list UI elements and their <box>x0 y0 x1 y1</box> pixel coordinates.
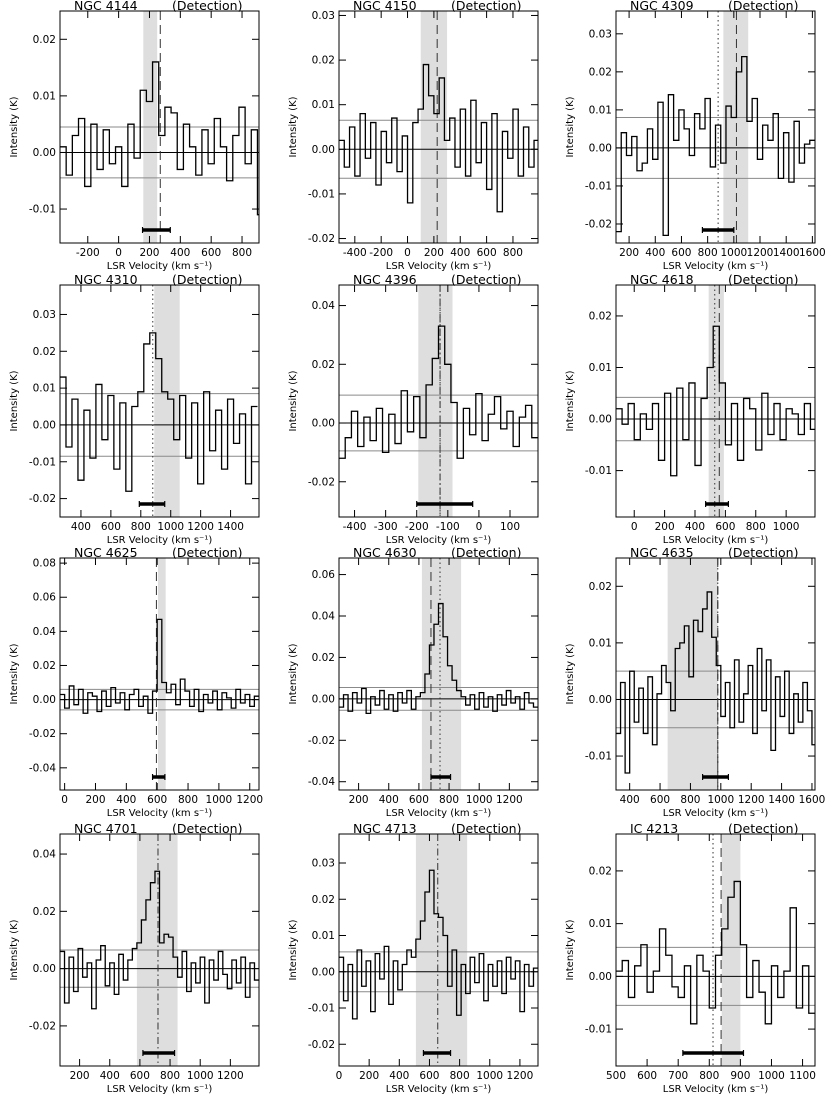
spectrum-panel <box>565 821 816 1095</box>
plot-area <box>616 558 817 790</box>
panel-title: NGC 4144 <box>74 0 138 13</box>
y-tick-label: -0.02 <box>28 728 56 741</box>
spectrum-panel <box>288 272 538 546</box>
x-tick-label: 200 <box>359 1070 380 1082</box>
spectrum-panel <box>9 545 263 819</box>
panel-status: (Detection) <box>728 545 799 560</box>
y-tick-label: -0.02 <box>307 734 335 747</box>
x-axis-label: LSR Velocity (km s⁻¹) <box>106 1084 213 1095</box>
panel-title: NGC 4396 <box>353 272 417 287</box>
x-tick-label: 400 <box>450 247 471 259</box>
y-tick-label: -0.01 <box>584 1023 612 1036</box>
x-tick-label: -200 <box>404 521 429 533</box>
x-tick-label: 800 <box>160 1070 181 1082</box>
y-axis-label: Intensity (K) <box>288 370 299 432</box>
x-tick-label: 100 <box>499 521 521 533</box>
plot-area <box>339 285 538 517</box>
spectrum-line <box>616 881 815 1023</box>
x-tick-label: 800 <box>680 794 701 806</box>
y-tick-label: 0.01 <box>588 361 612 374</box>
y-axis-label: Intensity (K) <box>565 96 576 158</box>
panel-title: NGC 4630 <box>353 545 417 560</box>
y-tick-label: 0.03 <box>311 9 335 22</box>
x-tick-label: 600 <box>671 247 692 259</box>
panel-title: NGC 4309 <box>630 0 694 13</box>
plot-area <box>60 11 264 243</box>
y-axis-label: Intensity (K) <box>9 919 20 981</box>
y-tick-label: -0.02 <box>307 1038 335 1051</box>
spectrum-panel <box>288 0 539 272</box>
y-tick-label: 0.01 <box>588 637 612 650</box>
plot-area <box>339 558 538 790</box>
spectrum-line <box>60 62 264 215</box>
x-tick-label: 800 <box>232 247 253 259</box>
y-tick-label: -0.01 <box>28 456 56 469</box>
line-width-band <box>709 285 724 517</box>
plot-area <box>616 11 815 243</box>
panel-status: (Detection) <box>172 545 243 560</box>
x-tick-label: 600 <box>715 521 736 533</box>
y-tick-label: 0.01 <box>311 930 335 942</box>
x-tick-label: 200 <box>423 247 444 259</box>
y-axis-label: Intensity (K) <box>9 96 20 158</box>
x-axis-label: LSR Velocity (km s⁻¹) <box>662 261 769 272</box>
y-tick-label: 0.00 <box>311 966 335 979</box>
y-axis-label: Intensity (K) <box>565 643 576 705</box>
panel-title: NGC 4713 <box>353 821 417 836</box>
y-axis-label: Intensity (K) <box>288 919 299 981</box>
panel-title: NGC 4310 <box>74 272 138 287</box>
x-axis-label: LSR Velocity (km s⁻¹) <box>662 808 769 819</box>
y-tick-label: 0.02 <box>311 893 335 906</box>
panel-title: NGC 4635 <box>630 545 694 560</box>
y-tick-label: 0.01 <box>588 918 612 931</box>
x-tick-label: 1200 <box>236 794 264 806</box>
y-tick-label: 0.02 <box>588 865 612 878</box>
y-tick-label: 0.01 <box>588 104 612 117</box>
x-tick-label: 1200 <box>746 247 774 259</box>
spectrum-panel <box>288 821 538 1095</box>
panel-status: (Detection) <box>728 821 799 836</box>
x-tick-label: 400 <box>378 794 399 806</box>
y-tick-label: 0.00 <box>588 142 612 155</box>
y-tick-label: 0.04 <box>32 848 56 861</box>
x-tick-label: 600 <box>201 247 222 259</box>
y-tick-label: -0.04 <box>307 776 335 789</box>
x-axis-label: LSR Velocity (km s⁻¹) <box>106 261 213 272</box>
y-tick-label: -0.01 <box>307 188 335 201</box>
x-tick-label: 800 <box>745 521 766 533</box>
x-tick-label: 1000 <box>707 794 735 806</box>
y-tick-label: 0.00 <box>32 963 56 976</box>
panel-title: NGC 4618 <box>630 272 694 287</box>
y-tick-label: 0.04 <box>311 610 335 623</box>
y-tick-label: 0.03 <box>311 857 335 870</box>
x-axis-label: LSR Velocity (km s⁻¹) <box>385 535 492 546</box>
x-tick-label: 600 <box>419 1070 440 1082</box>
x-tick-label: 1000 <box>720 247 748 259</box>
y-tick-label: 0.02 <box>588 310 612 323</box>
y-tick-label: 0.04 <box>32 625 56 638</box>
x-tick-label: 0 <box>404 247 411 259</box>
line-width-band <box>154 285 179 517</box>
y-tick-label: 0.00 <box>311 143 335 156</box>
y-tick-label: 0.01 <box>311 99 335 112</box>
x-tick-label: 800 <box>697 247 718 259</box>
x-tick-label: 1000 <box>465 794 493 806</box>
y-tick-label: 0.02 <box>32 905 56 918</box>
x-tick-label: 1600 <box>798 794 826 806</box>
y-axis-label: Intensity (K) <box>9 370 20 432</box>
line-width-band <box>722 834 741 1066</box>
x-tick-label: 200 <box>85 794 106 806</box>
y-tick-label: 0.00 <box>32 419 56 432</box>
x-tick-label: 600 <box>129 1070 150 1082</box>
x-tick-label: 200 <box>348 794 369 806</box>
y-axis-label: Intensity (K) <box>565 919 576 981</box>
y-tick-label: 0.06 <box>311 569 335 582</box>
panel-status: (Detection) <box>728 0 799 13</box>
x-tick-label: 400 <box>170 247 191 259</box>
x-tick-label: 0 <box>61 794 68 806</box>
plot-frame <box>616 834 815 1066</box>
x-tick-label: 0 <box>115 247 122 259</box>
x-tick-label: 400 <box>619 794 640 806</box>
x-tick-label: 1400 <box>772 247 800 259</box>
x-tick-label: 600 <box>408 794 429 806</box>
y-axis-label: Intensity (K) <box>9 643 20 705</box>
x-tick-label: 700 <box>668 1070 689 1082</box>
panel-status: (Detection) <box>172 821 243 836</box>
plot-area <box>616 834 815 1066</box>
y-tick-label: 0.02 <box>32 659 56 672</box>
line-width-band <box>416 834 467 1066</box>
panel-status: (Detection) <box>451 272 522 287</box>
x-tick-label: 400 <box>684 521 706 533</box>
plot-area <box>60 558 259 790</box>
x-tick-label: 800 <box>178 794 199 806</box>
y-axis-label: Intensity (K) <box>565 370 576 432</box>
y-tick-label: 0.00 <box>588 413 612 426</box>
y-tick-label: -0.01 <box>584 465 612 478</box>
y-tick-label: 0.02 <box>311 358 335 371</box>
panel-status: (Detection) <box>172 0 243 13</box>
spectrum-panel <box>565 0 826 272</box>
x-axis-label: LSR Velocity (km s⁻¹) <box>662 1084 769 1095</box>
x-tick-label: 400 <box>389 1070 410 1082</box>
y-tick-label: 0.00 <box>32 146 56 159</box>
y-tick-label: -0.02 <box>28 493 56 506</box>
panel-status: (Detection) <box>451 0 522 13</box>
y-tick-label: 0.00 <box>311 417 335 430</box>
x-tick-label: 800 <box>699 1070 720 1082</box>
line-width-band <box>418 285 452 517</box>
x-tick-label: 1200 <box>737 794 765 806</box>
x-tick-label: 1000 <box>186 1070 214 1082</box>
x-tick-label: 1000 <box>157 521 185 533</box>
panel-status: (Detection) <box>172 272 243 287</box>
x-axis-label: LSR Velocity (km s⁻¹) <box>106 535 213 546</box>
panel-status: (Detection) <box>728 272 799 287</box>
y-tick-label: 0.00 <box>311 693 335 706</box>
y-tick-label: 0.00 <box>588 693 612 706</box>
line-width-band <box>421 11 447 243</box>
y-tick-label: -0.01 <box>28 203 56 216</box>
x-tick-label: -400 <box>342 247 367 259</box>
spectrum-panel <box>565 272 817 546</box>
x-tick-label: 500 <box>605 1070 627 1082</box>
x-tick-label: -300 <box>373 521 398 533</box>
x-axis-label: LSR Velocity (km s⁻¹) <box>106 808 213 819</box>
x-tick-label: 1000 <box>772 521 800 533</box>
spectrum-panel <box>288 545 538 819</box>
y-axis-label: Intensity (K) <box>288 96 299 158</box>
plot-area <box>339 11 539 243</box>
x-tick-label: 400 <box>645 247 666 259</box>
y-tick-label: 0.02 <box>311 651 335 664</box>
x-tick-label: 200 <box>619 247 640 259</box>
spectrum-panel <box>9 0 264 272</box>
x-tick-label: 800 <box>130 521 151 533</box>
x-tick-label: -100 <box>435 521 460 533</box>
x-tick-label: 200 <box>139 247 160 259</box>
y-tick-label: 0.00 <box>32 694 56 707</box>
y-tick-label: 0.01 <box>32 90 56 103</box>
y-tick-label: -0.02 <box>584 218 612 231</box>
panel-title: NGC 4701 <box>74 821 138 836</box>
x-tick-label: 800 <box>449 1070 470 1082</box>
x-tick-label: 600 <box>637 1070 658 1082</box>
x-axis-label: LSR Velocity (km s⁻¹) <box>385 1084 492 1095</box>
x-tick-label: 1000 <box>476 1070 504 1082</box>
x-tick-label: 1400 <box>768 794 795 806</box>
x-tick-label: 600 <box>650 794 671 806</box>
spectrum-panel <box>565 545 825 819</box>
y-tick-label: 0.02 <box>32 345 56 358</box>
x-axis-label: LSR Velocity (km s⁻¹) <box>385 808 492 819</box>
x-tick-label: 900 <box>730 1070 751 1082</box>
y-tick-label: 0.03 <box>588 28 612 41</box>
x-tick-label: 1200 <box>495 794 523 806</box>
panel-status: (Detection) <box>451 545 522 560</box>
plot-area <box>339 834 538 1066</box>
y-tick-label: -0.01 <box>307 1002 335 1015</box>
plot-area <box>60 834 259 1066</box>
y-tick-label: -0.01 <box>584 750 612 763</box>
y-tick-label: -0.02 <box>28 1020 56 1033</box>
spectrum-panel <box>9 821 259 1095</box>
spectrum-panel <box>9 272 259 546</box>
x-tick-label: 400 <box>116 794 137 806</box>
x-tick-label: 1200 <box>506 1070 534 1082</box>
x-tick-label: 800 <box>439 794 460 806</box>
x-axis-label: LSR Velocity (km s⁻¹) <box>385 261 492 272</box>
panel-title: NGC 4150 <box>353 0 417 13</box>
y-tick-label: 0.02 <box>311 54 335 67</box>
y-tick-label: 0.06 <box>32 591 56 604</box>
x-tick-label: 1400 <box>217 521 244 533</box>
x-tick-label: 0 <box>335 1070 343 1082</box>
x-tick-label: -200 <box>75 247 100 259</box>
x-tick-label: 1100 <box>789 1070 816 1082</box>
x-tick-label: 1000 <box>758 1070 785 1082</box>
panel-title: IC 4213 <box>630 821 679 836</box>
x-axis-label: LSR Velocity (km s⁻¹) <box>662 535 769 546</box>
y-axis-label: Intensity (K) <box>288 643 299 705</box>
x-tick-label: 1200 <box>187 521 215 533</box>
y-tick-label: 0.02 <box>588 580 612 593</box>
x-tick-label: 0 <box>630 521 638 533</box>
x-tick-label: 1200 <box>216 1070 244 1082</box>
y-tick-label: 0.03 <box>32 308 56 321</box>
x-tick-label: 400 <box>99 1070 120 1082</box>
y-tick-label: -0.02 <box>307 233 335 246</box>
x-tick-label: 600 <box>147 794 168 806</box>
x-tick-label: 600 <box>100 521 121 533</box>
plot-area <box>60 285 259 517</box>
x-tick-label: 200 <box>654 521 675 533</box>
y-tick-label: -0.04 <box>28 762 56 775</box>
x-tick-label: 600 <box>476 247 497 259</box>
x-tick-label: 200 <box>69 1070 90 1082</box>
x-tick-label: -400 <box>342 521 367 533</box>
y-tick-label: 0.01 <box>32 382 56 395</box>
line-width-band <box>723 11 748 243</box>
plot-area <box>616 285 817 517</box>
x-tick-label: 400 <box>70 521 91 533</box>
y-tick-label: 0.02 <box>588 66 612 79</box>
y-tick-label: -0.01 <box>584 180 612 193</box>
panel-title: NGC 4625 <box>74 545 138 560</box>
panel-status: (Detection) <box>451 821 522 836</box>
spectrum-line <box>616 57 815 236</box>
y-tick-label: 0.00 <box>588 970 612 983</box>
x-tick-label: 800 <box>502 247 523 259</box>
y-tick-label: 0.04 <box>311 300 335 313</box>
x-tick-label: 1000 <box>205 794 233 806</box>
y-tick-label: 0.02 <box>32 33 56 46</box>
y-tick-label: 0.08 <box>32 557 56 570</box>
x-tick-label: 0 <box>475 521 483 533</box>
x-tick-label: -200 <box>369 247 394 259</box>
y-tick-label: -0.02 <box>307 476 335 489</box>
x-tick-label: 1600 <box>799 247 826 259</box>
